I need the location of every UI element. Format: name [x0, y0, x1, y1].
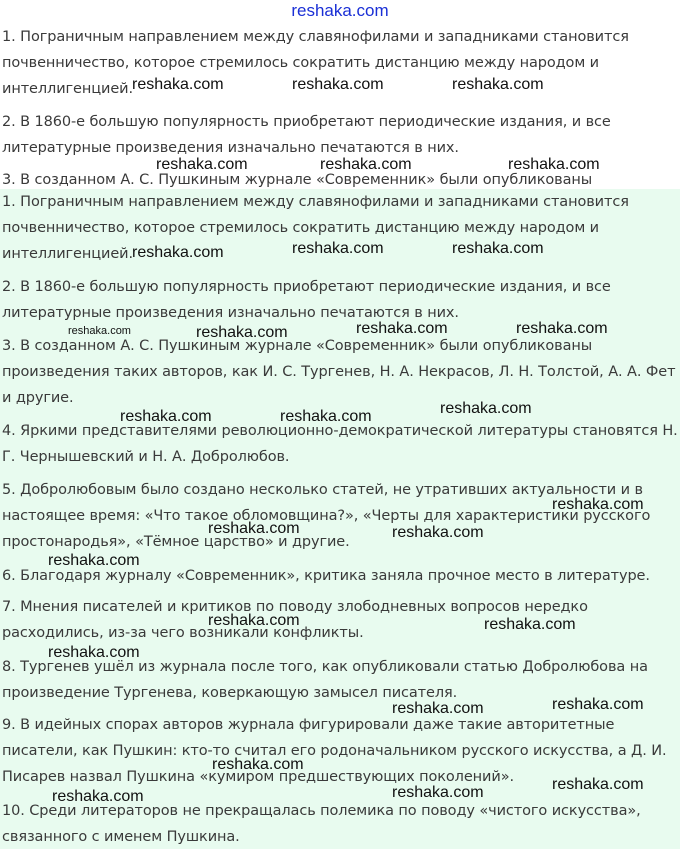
- paragraph-6: 6. Благодаря журналу «Современник», критика заняла прочное место в литературе.: [2, 568, 650, 584]
- watermark: reshaka.com: [68, 325, 131, 337]
- watermark: reshaka.com: [280, 408, 372, 425]
- watermark: reshaka.com: [156, 156, 248, 173]
- paragraph-9: 9. В идейных спорах авторов журнала фигурировали даже такие авторитетные писатели, как Пушкин: кто-то считал его родоначальником русского искусства, а Д. И. Писарев назвал Пушкина «кумиром предшествующих поколений».: [2, 717, 667, 785]
- watermark: reshaka.com: [452, 240, 544, 257]
- watermark: reshaka.com: [48, 644, 140, 661]
- watermark: reshaka.com: [196, 324, 288, 341]
- watermark: reshaka.com: [452, 76, 544, 93]
- watermark: reshaka.com: [48, 552, 140, 569]
- watermark: reshaka.com: [516, 320, 608, 337]
- top-paragraph-2: 2. В 1860-е большую популярность приобретают периодические издания, и все литературные произведения изначально печатаются в них.: [2, 114, 611, 156]
- paragraph-5: 5. Добролюбовым было создано несколько статей, не утративших актуальности и в настоящее время: «Что такое обломовщина?», «Черты для характеристики русского простонародья», «Тёмное царство» и другие.: [2, 482, 651, 550]
- paragraph-8: 8. Тургенев ушёл из журнала после того, как опубликовали статью Добролюбова на произведение Тургенева, коверкающую замысел писателя.: [2, 659, 648, 701]
- watermark: reshaka.com: [120, 408, 212, 425]
- watermark: reshaka.com: [292, 240, 384, 257]
- watermark: reshaka.com: [52, 788, 144, 805]
- watermark: reshaka.com: [508, 156, 600, 173]
- watermark: reshaka.com: [392, 784, 484, 801]
- top-paragraph-3: 3. В созданном А. С. Пушкиным журнале «Современник» были опубликованы: [2, 172, 593, 188]
- site-header-link[interactable]: reshaka.com: [291, 1, 389, 20]
- watermark: reshaka.com: [552, 496, 644, 513]
- top-paragraph-1: 1. Пограничным направлением между славянофилами и западниками становится почвенничество, которое стремилось сократить дистанцию между народом и интеллигенцией.: [2, 29, 629, 97]
- watermark: reshaka.com: [208, 520, 300, 537]
- watermark: reshaka.com: [484, 616, 576, 633]
- paragraph-7: 7. Мнения писателей и критиков по поводу злободневных вопросов нередко расходились, из-за чего возникали конфликты.: [2, 599, 588, 641]
- watermark: reshaka.com: [552, 776, 644, 793]
- watermark: reshaka.com: [356, 320, 448, 337]
- watermark: reshaka.com: [392, 524, 484, 541]
- paragraph-4: 4. Яркими представителями революционно-демократической литературы становятся Н. Г. Чернышевский и Н. А. Добролюбов.: [2, 423, 678, 465]
- watermark: reshaka.com: [552, 696, 644, 713]
- watermark: reshaka.com: [132, 76, 224, 93]
- watermark: reshaka.com: [132, 244, 224, 261]
- watermark: reshaka.com: [292, 76, 384, 93]
- watermark: reshaka.com: [208, 612, 300, 629]
- paragraph-1: 1. Пограничным направлением между славянофилами и западниками становится почвенничество, которое стремилось сократить дистанцию между народом и интеллигенцией.: [2, 194, 629, 262]
- watermark: reshaka.com: [392, 700, 484, 717]
- paragraph-3: 3. В созданном А. С. Пушкиным журнале «Современник» были опубликованы произведения таких авторов, как И. С. Тургенев, Н. А. Некрасов, Л. Н. Толстой, А. А. Фет и другие.: [2, 338, 676, 406]
- main-text-section: [0, 189, 680, 849]
- watermark: reshaka.com: [440, 400, 532, 417]
- paragraph-2: 2. В 1860-е большую популярность приобретают периодические издания, и все литературные произведения изначально печатаются в них.: [2, 279, 611, 321]
- watermark: reshaka.com: [320, 156, 412, 173]
- paragraph-10: 10. Среди литераторов не прекращалась полемика по поводу «чистого искусства», связанного с именем Пушкина.: [2, 803, 641, 845]
- watermark: reshaka.com: [212, 756, 304, 773]
